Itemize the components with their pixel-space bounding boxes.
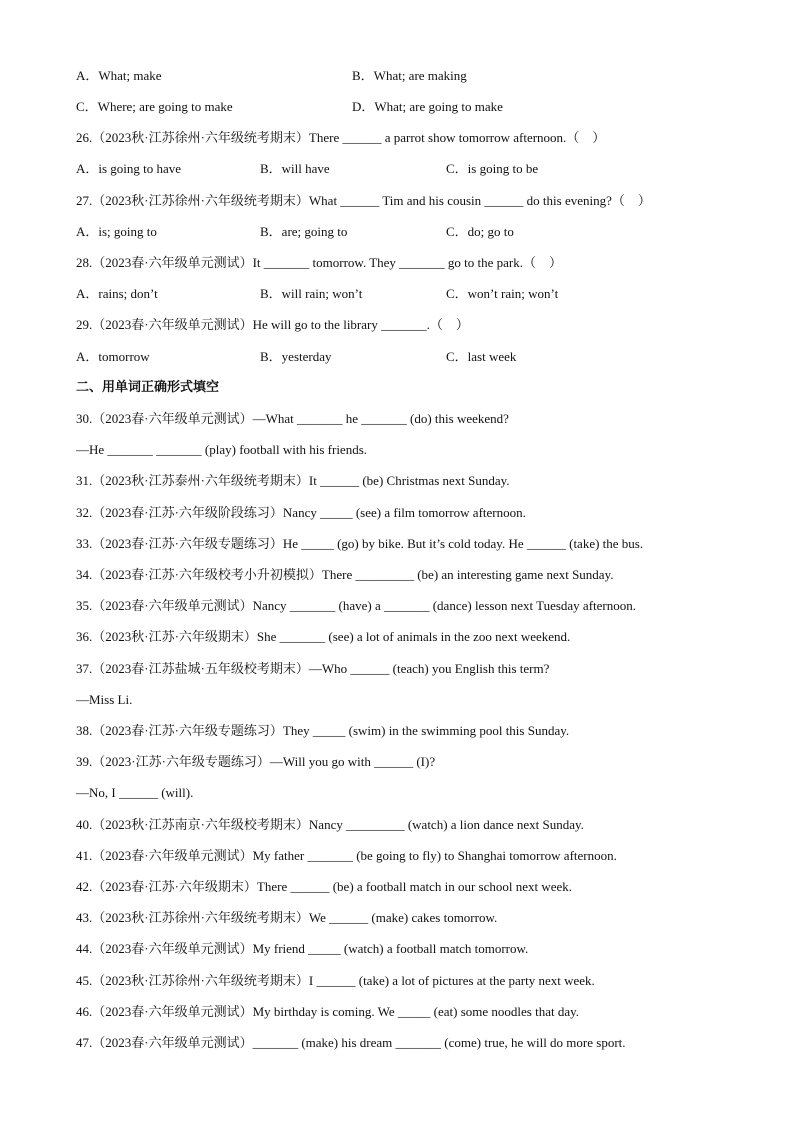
- option-b: B．What; are making: [352, 68, 467, 83]
- question-28: 28.（2023春·六年级单元测试）It _______ tomorrow. They _______ go to the park.（ ）: [76, 255, 563, 270]
- question-32: 32.（2023春·江苏·六年级阶段练习）Nancy _____ (see) a film tomorrow afternoon.: [76, 505, 526, 520]
- question-26: 26.（2023秋·江苏徐州·六年级统考期末）There ______ a parrot show tomorrow afternoon.（ ）: [76, 130, 606, 145]
- option-c: C．is going to be: [446, 161, 539, 176]
- option-b: B．will rain; won’t: [260, 286, 363, 301]
- question-37-answer-line: —Miss Li.: [76, 692, 133, 707]
- option-c: C．do; go to: [446, 224, 514, 239]
- options-row-top-2: [76, 99, 716, 115]
- question-42: 42.（2023春·江苏·六年级期末）There ______ (be) a football match in our school next week.: [76, 879, 573, 894]
- question-29: 29.（2023春·六年级单元测试）He will go to the library _______.（ ）: [76, 317, 469, 332]
- question-27: 27.（2023秋·江苏徐州·六年级统考期末）What ______ Tim and his cousin ______ do this evening?（ ）: [76, 193, 651, 208]
- option-a: A．rains; don’t: [76, 286, 158, 301]
- option-a: A．What; make: [76, 68, 162, 83]
- question-27-options: [76, 224, 716, 240]
- options-row-top-1: [76, 68, 716, 84]
- question-39: 39.（2023·江苏·六年级专题练习）—Will you go with ______ (I)?: [76, 754, 436, 769]
- question-45: 45.（2023秋·江苏徐州·六年级统考期末）I ______ (take) a lot of pictures at the party next week.: [76, 973, 595, 988]
- question-43: 43.（2023秋·江苏徐州·六年级统考期末）We ______ (make) cakes tomorrow.: [76, 910, 498, 925]
- option-d: D．What; are going to make: [352, 99, 503, 114]
- question-40: 40.（2023秋·江苏南京·六年级校考期末）Nancy _________ (watch) a lion dance next Sunday.: [76, 817, 584, 832]
- option-a: A．tomorrow: [76, 349, 150, 364]
- option-b: B．yesterday: [260, 349, 332, 364]
- option-b: B．are; going to: [260, 224, 348, 239]
- question-47: 47.（2023春·六年级单元测试）_______ (make) his dream _______ (come) true, he will do more sport.: [76, 1035, 626, 1050]
- option-c: C．last week: [446, 349, 517, 364]
- question-33: 33.（2023春·江苏·六年级专题练习）He _____ (go) by bike. But it’s cold today. He ______ (take) the bus.: [76, 536, 644, 551]
- option-a: A．is; going to: [76, 224, 157, 239]
- question-44: 44.（2023春·六年级单元测试）My friend _____ (watch) a football match tomorrow.: [76, 941, 529, 956]
- question-29-options: [76, 349, 716, 365]
- question-28-options: [76, 286, 716, 302]
- option-c: C．won’t rain; won’t: [446, 286, 559, 301]
- question-26-options: [76, 161, 716, 177]
- option-b: B．will have: [260, 161, 330, 176]
- question-34: 34.（2023春·江苏·六年级校考小升初模拟）There _________ (be) an interesting game next Sunday.: [76, 567, 614, 582]
- question-41: 41.（2023春·六年级单元测试）My father _______ (be going to fly) to Shanghai tomorrow afternoon.: [76, 848, 617, 863]
- section-title: 二、用单词正确形式填空: [76, 380, 220, 395]
- option-c: C．Where; are going to make: [76, 99, 233, 114]
- question-30-answer-line: —He _______ _______ (play) football with his friends.: [76, 442, 368, 457]
- question-35: 35.（2023春·六年级单元测试）Nancy _______ (have) a _______ (dance) lesson next Tuesday afternoon.: [76, 598, 636, 613]
- question-38: 38.（2023春·江苏·六年级专题练习）They _____ (swim) in the swimming pool this Sunday.: [76, 723, 570, 738]
- question-30: 30.（2023春·六年级单元测试）—What _______ he _______ (do) this weekend?: [76, 411, 509, 426]
- option-a: A．is going to have: [76, 161, 182, 176]
- question-36: 36.（2023秋·江苏·六年级期末）She _______ (see) a lot of animals in the zoo next weekend.: [76, 629, 571, 644]
- question-46: 46.（2023春·六年级单元测试）My birthday is coming. We _____ (eat) some noodles that day.: [76, 1004, 580, 1019]
- question-39-answer-line: —No, I ______ (will).: [76, 785, 194, 800]
- question-37: 37.（2023春·江苏盐城·五年级校考期末）—Who ______ (teach) you English this term?: [76, 661, 550, 676]
- question-31: 31.（2023秋·江苏泰州·六年级统考期末）It ______ (be) Christmas next Sunday.: [76, 473, 510, 488]
